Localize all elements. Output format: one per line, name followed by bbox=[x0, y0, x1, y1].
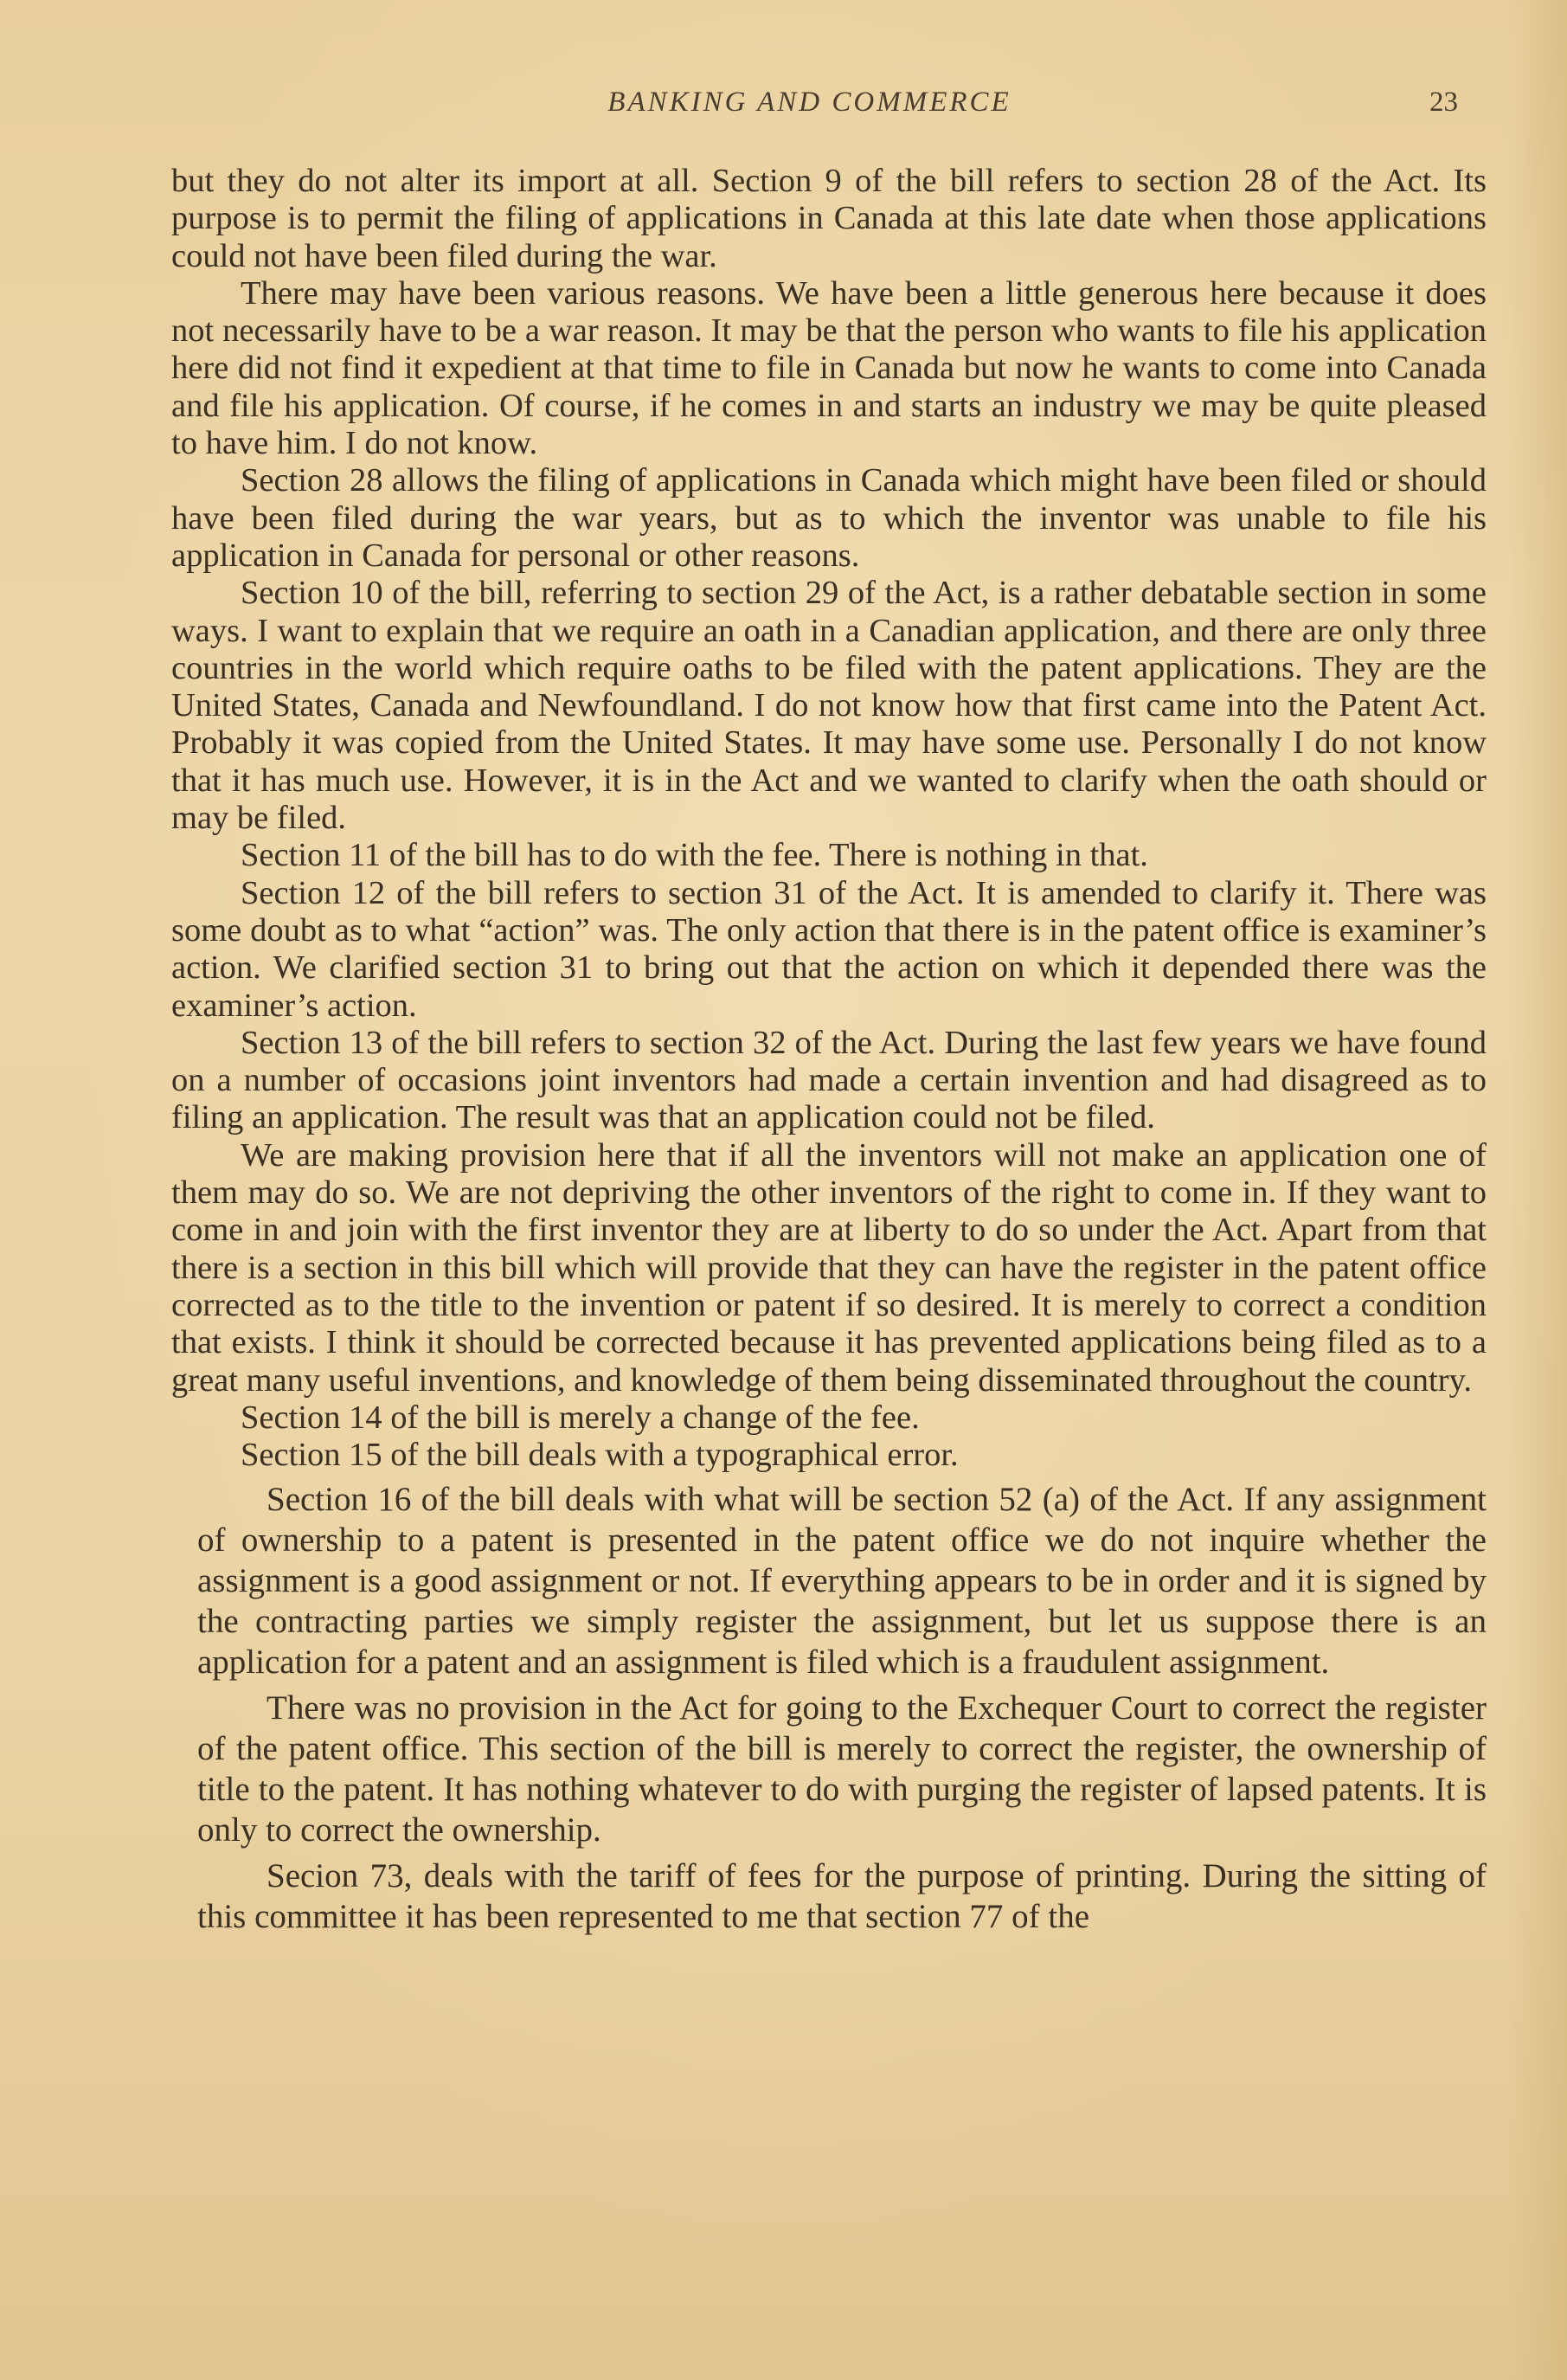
running-head bbox=[0, 87, 1567, 125]
paragraph: Section 11 of the bill has to do with the fee. There is nothing in that. bbox=[241, 837, 1148, 874]
paragraph: Section 28 allows the filing of applications in Canada which might have been filed or should have been filed during the war years, but as to which the inventor was unable to file his application in Canada for personal or other reasons. bbox=[171, 462, 1487, 574]
body-text bbox=[171, 163, 1487, 1937]
paragraph: Secion 73, deals with the tariff of fees for the purpose of printing. During the sitting of this committee it has been represented to me that section 77 of the bbox=[197, 1857, 1487, 1936]
paragraph: Section 15 of the bill deals with a typographical error. bbox=[241, 1437, 959, 1474]
paragraph: Section 10 of the bill, referring to section 29 of the Act, is a rather debatable section in some ways. I want to explain that we require an oath in a Canadian application, and there are only three countries in the world which require oaths to be filed with the patent applications. They are the United States, Canada and Newfoundland. I do not know how that first came into the Patent Act. Probably it was copied from the United States. It may have some use. Personally I do not know that it has much use. However, it is in the Act and we wanted to clarify when the oath should or may be filed. bbox=[171, 575, 1487, 837]
paragraph: There may have been various reasons. We have been a little generous here because it does not necessarily have to be a war reason. It may be that the person who wants to file his application here did not find it expedient at that time to file in Canada but now he wants to come into Canada and file his application. Of course, if he comes in and starts an industry we may be quite pleased to have him. I do not know. bbox=[171, 274, 1487, 462]
paragraph: Section 16 of the bill deals with what will be section 52 (a) of the Act. If any assignment of ownership to a patent is presented in the patent office we do not inquire whether the assignment is a good assignment or not. If everything appears to be in order and it is signed by the contracting parties we simply register the assignment, but let us suppose there is an application for a patent and an assignment is filed which is a fraudulent assignment. bbox=[197, 1481, 1487, 1682]
paragraph: We are making provision here that if all the inventors will not make an application one of them may do so. We are not depriving the other inventors of the right to come in. If they want to come in and join with the first inventor they are at liberty to do so under the Act. Apart from that there is a section in this bill which will provide that they can have the register in the patent office corrected as to the title to the invention or patent if so desired. It is merely to correct a condition that exists. I think it should be corrected because it has prevented applications being filed as to a great many useful inventions, and knowledge of them being disseminated throughout the country. bbox=[171, 1136, 1487, 1399]
paragraph: but they do not alter its import at all. Section 9 of the bill refers to section 28 of the Act. Its purpose is to permit the filing of applications in Canada at this late date when those applications could not have been filed during the war. bbox=[171, 163, 1487, 274]
paragraph: There was no provision in the Act for going to the Exchequer Court to correct the register of the patent office. This section of the bill is merely to correct the register, the ownership of title to the patent. It has nothing whatever to do with purging the register of lapsed patents. It is only to correct the ownership. bbox=[197, 1689, 1487, 1849]
running-title: BANKING AND COMMERCE bbox=[607, 87, 1011, 118]
page-number: 23 bbox=[1429, 87, 1458, 118]
paragraph: Section 13 of the bill refers to section 32 of the Act. During the last few years we have found on a number of occasions joint inventors had made a certain invention and had disagreed as to filing an application. The result was that an application could not be filed. bbox=[171, 1024, 1487, 1136]
paragraph: Section 12 of the bill refers to section 31 of the Act. It is amended to clarify it. There was some doubt as to what “action” was. The only action that there is in the patent office is examiner’s action. We clarified section 31 to bring out that the action on which it depended there was the examiner’s action. bbox=[171, 874, 1487, 1024]
paragraph: Section 14 of the bill is merely a change of the fee. bbox=[241, 1399, 920, 1436]
